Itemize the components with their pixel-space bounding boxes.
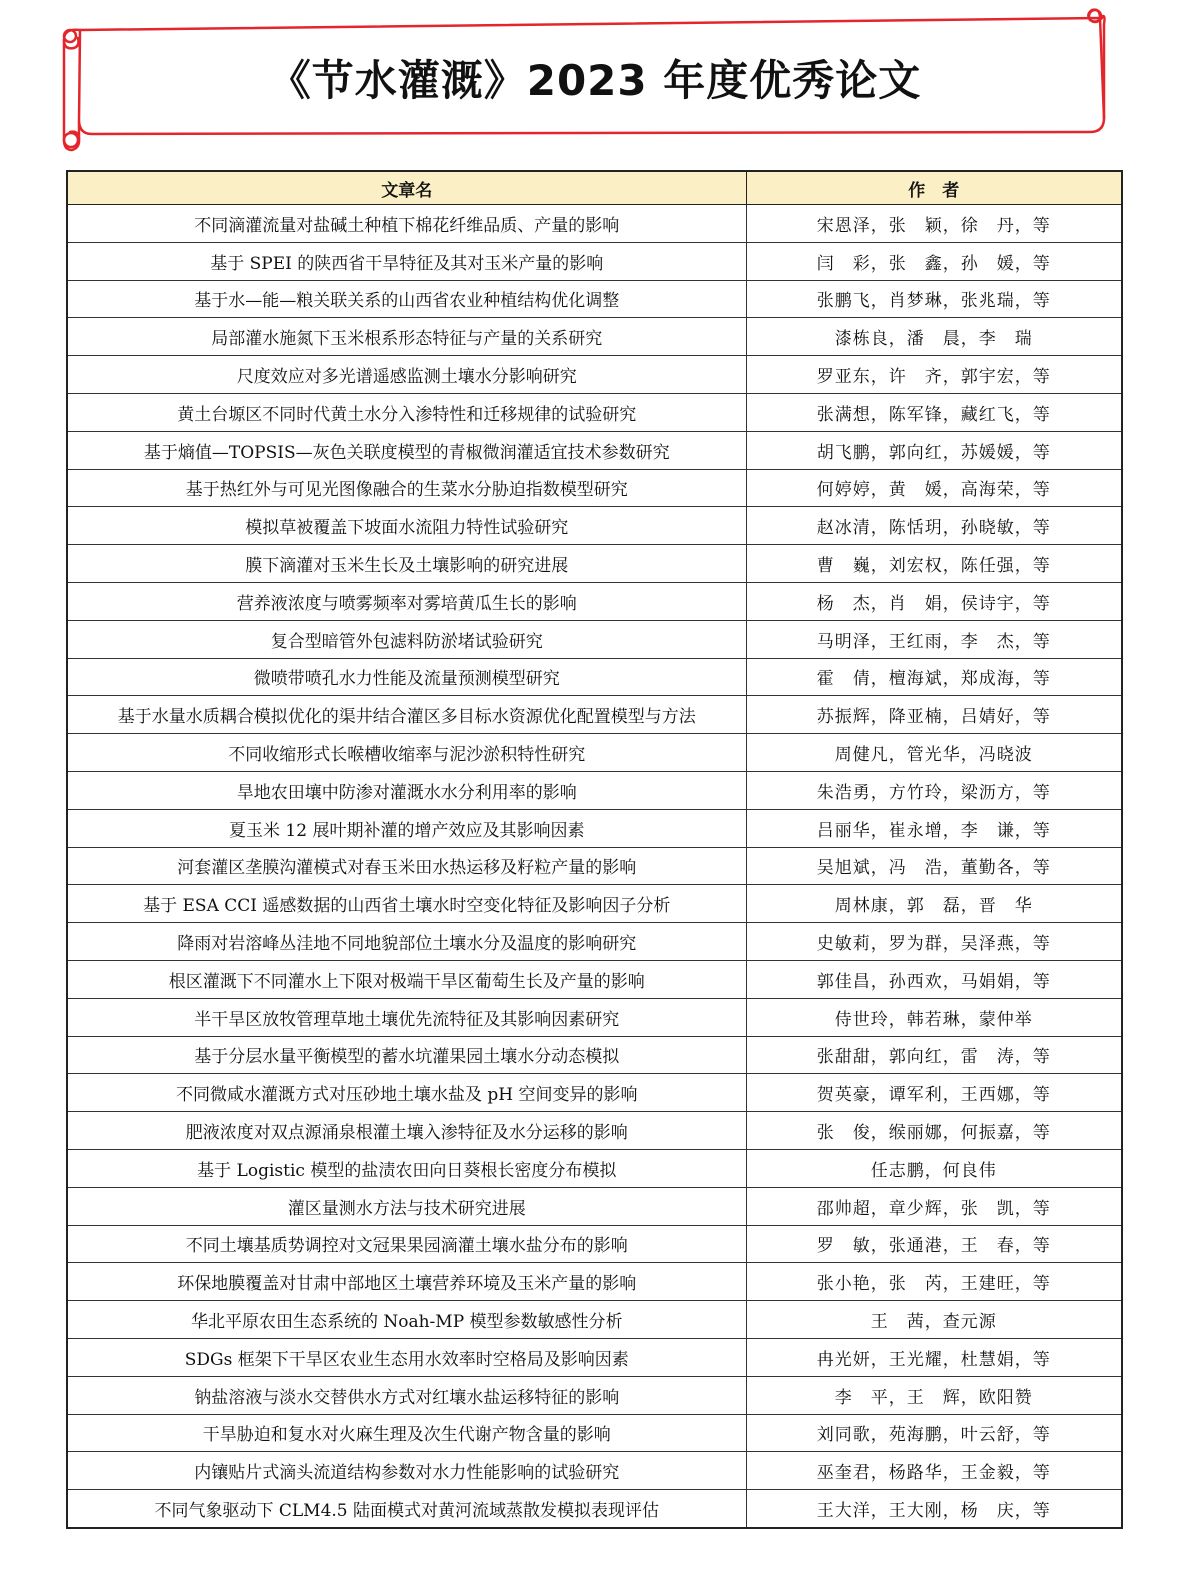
paper-title-cell: 夏玉米 12 展叶期补灌的增产效应及其影响因素 bbox=[67, 809, 746, 847]
paper-authors-cell: 邵帅超，章少辉，张 凯，等 bbox=[746, 1187, 1122, 1225]
table-row bbox=[67, 582, 1122, 620]
paper-authors-cell: 李 平，王 辉，欧阳赞 bbox=[746, 1376, 1122, 1414]
table-row bbox=[67, 1074, 1122, 1112]
column-header-title: 文章名 bbox=[67, 171, 746, 205]
paper-authors-cell: 朱浩勇，方竹玲，梁沥方，等 bbox=[746, 771, 1122, 809]
table-row bbox=[67, 393, 1122, 431]
paper-authors-cell: 史敏莉，罗为群，吴泽燕，等 bbox=[746, 923, 1122, 961]
page-title: 《节水灌溉》2023 年度优秀论文 bbox=[268, 56, 922, 105]
paper-title-cell: 河套灌区垄膜沟灌模式对春玉米田水热运移及籽粒产量的影响 bbox=[67, 847, 746, 885]
paper-title-cell: 模拟草被覆盖下坡面水流阻力特性试验研究 bbox=[67, 507, 746, 545]
table-row bbox=[67, 1414, 1122, 1452]
paper-authors-cell: 何婷婷，黄 媛，高海荣，等 bbox=[746, 469, 1122, 507]
paper-authors-cell: 王 茜，查元源 bbox=[746, 1301, 1122, 1339]
table-row bbox=[67, 469, 1122, 507]
papers-table bbox=[66, 170, 1123, 1529]
paper-authors-cell: 王大洋，王大刚，杨 庆，等 bbox=[746, 1490, 1122, 1528]
title-banner bbox=[0, 0, 1189, 160]
table-row bbox=[67, 545, 1122, 583]
paper-title-cell: 内镶贴片式滴头流道结构参数对水力性能影响的试验研究 bbox=[67, 1452, 746, 1490]
paper-title-cell: 降雨对岩溶峰丛洼地不同地貌部位土壤水分及温度的影响研究 bbox=[67, 923, 746, 961]
table-row bbox=[67, 847, 1122, 885]
table-row bbox=[67, 923, 1122, 961]
paper-authors-cell: 吴旭斌，冯 浩，董勤各，等 bbox=[746, 847, 1122, 885]
paper-authors-cell: 贺英豪，谭军利，王西娜，等 bbox=[746, 1074, 1122, 1112]
paper-title-cell: 局部灌水施氮下玉米根系形态特征与产量的关系研究 bbox=[67, 318, 746, 356]
paper-authors-cell: 周林康，郭 磊，晋 华 bbox=[746, 885, 1122, 923]
paper-title-cell: 半干旱区放牧管理草地土壤优先流特征及其影响因素研究 bbox=[67, 998, 746, 1036]
table-header-row bbox=[67, 171, 1122, 205]
table-row bbox=[67, 1452, 1122, 1490]
table-row bbox=[67, 1149, 1122, 1187]
table-row bbox=[67, 960, 1122, 998]
paper-authors-cell: 周健凡，管光华，冯晓波 bbox=[746, 734, 1122, 772]
paper-authors-cell: 郭佳昌，孙西欢，马娟娟，等 bbox=[746, 960, 1122, 998]
paper-title-cell: 尺度效应对多光谱遥感监测土壤水分影响研究 bbox=[67, 356, 746, 394]
table-row bbox=[67, 356, 1122, 394]
paper-title-cell: 基于分层水量平衡模型的蓄水坑灌果园土壤水分动态模拟 bbox=[67, 1036, 746, 1074]
paper-title-cell: 基于热红外与可见光图像融合的生菜水分胁迫指数模型研究 bbox=[67, 469, 746, 507]
paper-title-cell: 营养液浓度与喷雾频率对雾培黄瓜生长的影响 bbox=[67, 582, 746, 620]
paper-authors-cell: 巫奎君，杨路华，王金毅，等 bbox=[746, 1452, 1122, 1490]
paper-title-cell: 黄土台塬区不同时代黄土水分入渗特性和迁移规律的试验研究 bbox=[67, 393, 746, 431]
paper-title-cell: 基于 SPEI 的陕西省干旱特征及其对玉米产量的影响 bbox=[67, 242, 746, 280]
paper-title-cell: 华北平原农田生态系统的 Noah-MP 模型参数敏感性分析 bbox=[67, 1301, 746, 1339]
paper-title-cell: 旱地农田壤中防渗对灌溉水水分利用率的影响 bbox=[67, 771, 746, 809]
table-row bbox=[67, 1490, 1122, 1528]
paper-authors-cell: 张甜甜，郭向红，雷 涛，等 bbox=[746, 1036, 1122, 1074]
paper-authors-cell: 罗 敏，张通港，王 春，等 bbox=[746, 1225, 1122, 1263]
paper-authors-cell: 胡飞鹏，郭向红，苏媛媛，等 bbox=[746, 431, 1122, 469]
paper-title-cell: 基于 Logistic 模型的盐渍农田向日葵根长密度分布模拟 bbox=[67, 1149, 746, 1187]
table-row bbox=[67, 318, 1122, 356]
paper-title-cell: 不同土壤基质势调控对文冠果果园滴灌土壤水盐分布的影响 bbox=[67, 1225, 746, 1263]
paper-authors-cell: 冉光妍，王光耀，杜慧娟，等 bbox=[746, 1338, 1122, 1376]
paper-title-cell: 基于水量水质耦合模拟优化的渠井结合灌区多目标水资源优化配置模型与方法 bbox=[67, 696, 746, 734]
paper-title-cell: 环保地膜覆盖对甘肃中部地区土壤营养环境及玉米产量的影响 bbox=[67, 1263, 746, 1301]
paper-authors-cell: 赵冰清，陈恬玥，孙晓敏，等 bbox=[746, 507, 1122, 545]
table-row bbox=[67, 507, 1122, 545]
paper-authors-cell: 霍 倩，檀海斌，郑成海，等 bbox=[746, 658, 1122, 696]
table-row bbox=[67, 1112, 1122, 1150]
table-row bbox=[67, 809, 1122, 847]
paper-title-cell: 不同收缩形式长喉槽收缩率与泥沙淤积特性研究 bbox=[67, 734, 746, 772]
table-row bbox=[67, 620, 1122, 658]
paper-authors-cell: 张 俊，缑丽娜，何振嘉，等 bbox=[746, 1112, 1122, 1150]
table-row bbox=[67, 1338, 1122, 1376]
paper-title-cell: 复合型暗管外包滤料防淤堵试验研究 bbox=[67, 620, 746, 658]
paper-authors-cell: 任志鹏，何良伟 bbox=[746, 1149, 1122, 1187]
paper-authors-cell: 宋恩泽，张 颖，徐 丹，等 bbox=[746, 205, 1122, 243]
paper-authors-cell: 侍世玲，韩若琳，蒙仲举 bbox=[746, 998, 1122, 1036]
table-row bbox=[67, 1036, 1122, 1074]
paper-title-cell: 肥液浓度对双点源涌泉根灌土壤入渗特征及水分运移的影响 bbox=[67, 1112, 746, 1150]
paper-authors-cell: 罗亚东，许 齐，郭宇宏，等 bbox=[746, 356, 1122, 394]
table-row bbox=[67, 1376, 1122, 1414]
table-row bbox=[67, 658, 1122, 696]
table-row bbox=[67, 1301, 1122, 1339]
paper-title-cell: 灌区量测水方法与技术研究进展 bbox=[67, 1187, 746, 1225]
paper-title-cell: 不同微咸水灌溉方式对压砂地土壤水盐及 pH 空间变异的影响 bbox=[67, 1074, 746, 1112]
paper-title-cell: 膜下滴灌对玉米生长及土壤影响的研究进展 bbox=[67, 545, 746, 583]
table-row bbox=[67, 205, 1122, 243]
paper-authors-cell: 苏振辉，降亚楠，吕婧好，等 bbox=[746, 696, 1122, 734]
table-row bbox=[67, 885, 1122, 923]
table-row bbox=[67, 280, 1122, 318]
paper-title-cell: 不同滴灌流量对盐碱土种植下棉花纤维品质、产量的影响 bbox=[67, 205, 746, 243]
table-row bbox=[67, 242, 1122, 280]
paper-authors-cell: 吕丽华，崔永增，李 谦，等 bbox=[746, 809, 1122, 847]
paper-authors-cell: 曹 巍，刘宏权，陈任强，等 bbox=[746, 545, 1122, 583]
paper-authors-cell: 张小艳，张 芮，王建旺，等 bbox=[746, 1263, 1122, 1301]
table-row bbox=[67, 1187, 1122, 1225]
paper-authors-cell: 杨 杰，肖 娟，侯诗宇，等 bbox=[746, 582, 1122, 620]
table-body bbox=[67, 205, 1122, 1528]
paper-title-cell: 微喷带喷孔水力性能及流量预测模型研究 bbox=[67, 658, 746, 696]
paper-title-cell: 基于熵值—TOPSIS—灰色关联度模型的青椒微润灌适宜技术参数研究 bbox=[67, 431, 746, 469]
paper-authors-cell: 闫 彩，张 鑫，孙 媛，等 bbox=[746, 242, 1122, 280]
paper-title-cell: 钠盐溶液与淡水交替供水方式对红壤水盐运移特征的影响 bbox=[67, 1376, 746, 1414]
table-row bbox=[67, 696, 1122, 734]
table-row bbox=[67, 431, 1122, 469]
table-row bbox=[67, 1225, 1122, 1263]
paper-authors-cell: 漆栋良，潘 晨，李 瑞 bbox=[746, 318, 1122, 356]
table-row bbox=[67, 1263, 1122, 1301]
paper-authors-cell: 马明泽，王红雨，李 杰，等 bbox=[746, 620, 1122, 658]
paper-title-cell: 基于 ESA CCI 遥感数据的山西省土壤水时空变化特征及影响因子分析 bbox=[67, 885, 746, 923]
paper-title-cell: 干旱胁迫和复水对火麻生理及次生代谢产物含量的影响 bbox=[67, 1414, 746, 1452]
paper-title-cell: SDGs 框架下干旱区农业生态用水效率时空格局及影响因素 bbox=[67, 1338, 746, 1376]
table-row bbox=[67, 998, 1122, 1036]
paper-authors-cell: 张鹏飞，肖梦琳，张兆瑞，等 bbox=[746, 280, 1122, 318]
paper-title-cell: 基于水—能—粮关联关系的山西省农业种植结构优化调整 bbox=[67, 280, 746, 318]
paper-authors-cell: 张满想，陈军锋，藏红飞，等 bbox=[746, 393, 1122, 431]
paper-title-cell: 根区灌溉下不同灌水上下限对极端干旱区葡萄生长及产量的影响 bbox=[67, 960, 746, 998]
paper-authors-cell: 刘同歌，苑海鹏，叶云舒，等 bbox=[746, 1414, 1122, 1452]
table-row bbox=[67, 734, 1122, 772]
paper-title-cell: 不同气象驱动下 CLM4.5 陆面模式对黄河流域蒸散发模拟表现评估 bbox=[67, 1490, 746, 1528]
column-header-authors: 作 者 bbox=[746, 171, 1122, 205]
table-row bbox=[67, 771, 1122, 809]
